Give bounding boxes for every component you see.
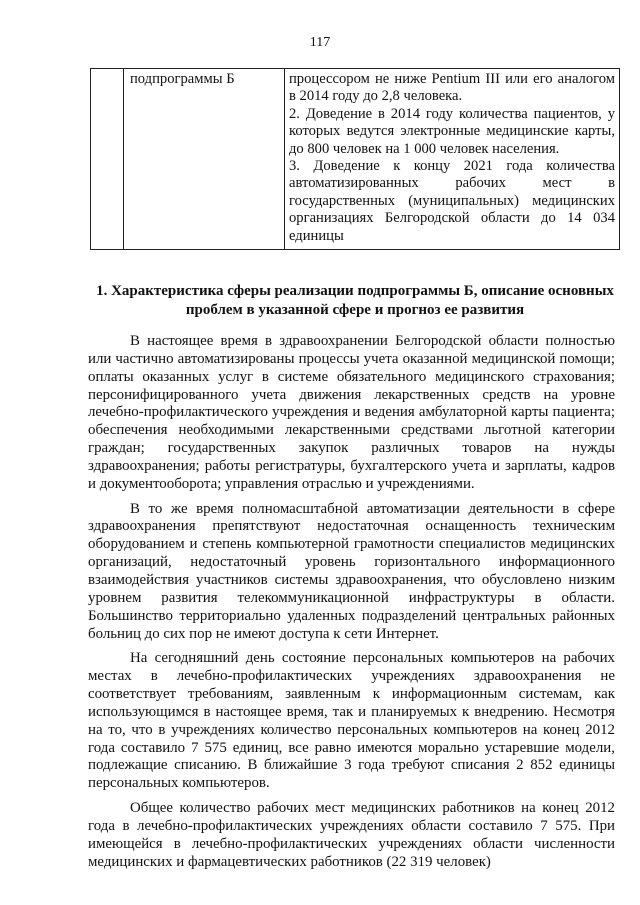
- continued-table: [90, 68, 620, 250]
- paragraph: На сегодняшний день состояние персональных компьютеров на рабочих местах в лечебно-профилактических учреждениях здравоохранения не соответствует требованиям, заявленным к информационным системам, как использующимся в настоящее время, так и планируемых к внедрению. Несмотря на то, что в учреждениях количество персональных компьютеров на конец 2012 года составило 7 575 единиц, все равно имеются морально устаревшие модели, подлежащие списанию. В ближайшие 3 года требуют списания 2 852 единицы персональных компьютеров.: [88, 650, 615, 792]
- paragraph: В настоящее время в здравоохранении Белгородской области полностью или частично автоматизированы процессы учета оказанной медицинской помощи; оплаты оказанных услуг в системе обязательного медицинского страхования; персонифицированного учета движения лекарственных средств на уровне лечебно-профилактического учреждения и ведения амбулаторной карты пациента; обеспечения необходимыми лекарственными средствами льготной категории граждан; государственных закупок различных товаров на нужды здравоохранения; работы регистратуры, бухгалтерского учета и зарплаты, кадров и документооборота; управления отраслью и учреждениями.: [88, 333, 615, 492]
- page-number: 117: [309, 35, 331, 50]
- indicator-item: 3. Доведение к концу 2021 года количества автоматизированных рабочих мест в государственных (муниципальных) медицинских организациях Белгородской области до 14 034 единицы: [289, 158, 615, 244]
- table-row: [91, 69, 620, 250]
- indicator-item: процессором не ниже Pentium III или его аналогом в 2014 году до 2,8 человека.: [289, 71, 615, 105]
- paragraph: Общее количество рабочих мест медицинских работников на конец 2012 года в лечебно-профилактических учреждениях области составило 7 575. При имеющейся в лечебно-профилактических учреждениях области численности медицинских и фармацевтических работников (22 319 человек): [88, 800, 615, 870]
- table-cell-label: подпрограммы Б: [124, 69, 285, 250]
- table-cell-indicators: [285, 69, 620, 250]
- table-cell-number: [91, 69, 124, 250]
- indicator-item: 2. Доведение в 2014 году количества пациентов, у которых ведутся электронные медицинские карты, до 800 человек на 1 000 человек населения.: [289, 105, 615, 157]
- paragraph: В то же время полномасштабной автоматизации деятельности в сфере здравоохранения препятствуют недостаточная оснащенность техническим оборудованием и степень компьютерной грамотности специалистов медицинских организаций, недостаточный уровень горизонтального информационного взаимодействия участников системы здравоохранения, что обусловлено низким уровнем развития телекоммуникационной инфраструктуры в области. Большинство территориально удаленных подразделений центральных районных больниц до сих пор не имеют доступа к сети Интернет.: [88, 500, 615, 642]
- body-text: [88, 333, 615, 878]
- section-heading: 1. Характеристика сферы реализации подпрограммы Б, описание основных проблем в указанной сфере и прогноз ее развития: [96, 283, 614, 318]
